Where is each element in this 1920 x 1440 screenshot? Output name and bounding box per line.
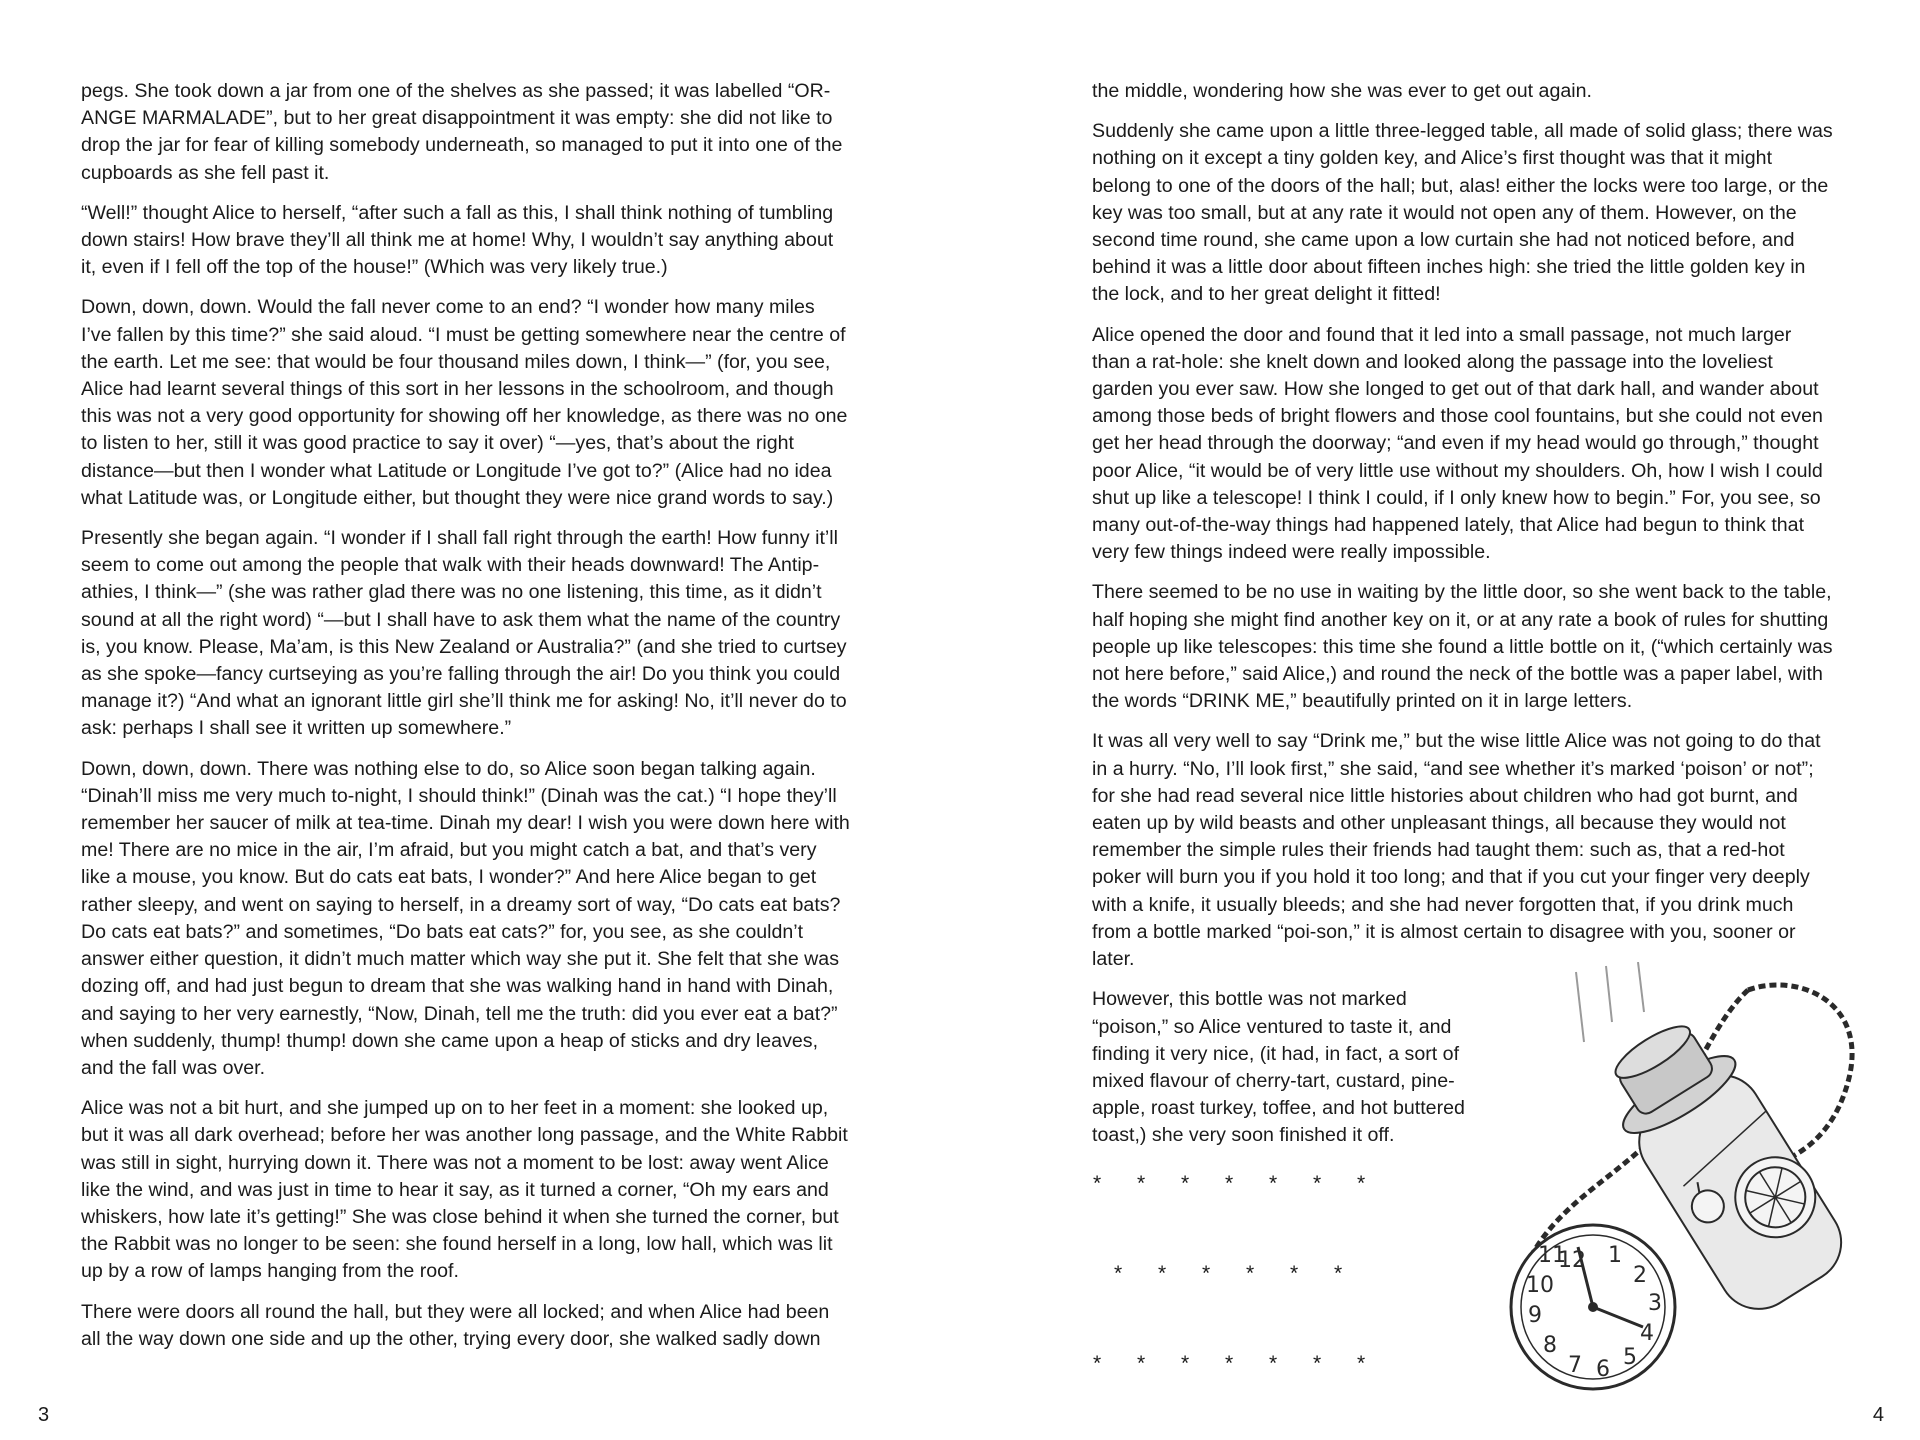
paragraph: Suddenly she came upon a little three-legged table, all made of solid glass; there was nothing on it except a tiny golden key, and Alice’s first thought was that it might belong to one of the doors of the hall; but, alas! either the locks were too large, or the key was too small, but at any rate it would not open any of them. However, on the second time round, she came upon a low curtain she had not noticed before, and behind it was a little door about fifteen inches high: she tried the little golden key in the lock, and to her great delight it fitted! (1092, 120, 1833, 306)
svg-text:4: 4 (1640, 1321, 1654, 1346)
star: * (1158, 1262, 1167, 1285)
star: * (1181, 1172, 1190, 1195)
paragraph: There were doors all round the hall, but they were all locked; and when Alice had been all the way down one side and up the other, trying every door, she walked sadly down (81, 1300, 830, 1350)
svg-text:8: 8 (1543, 1333, 1557, 1358)
star: * (1246, 1262, 1255, 1285)
svg-text:2: 2 (1633, 1263, 1647, 1288)
paragraph: Alice was not a bit hurt, and she jumped up on to her feet in a moment: she looked up, but it was all dark overhead; before her was another long passage, and the White Rabbit was still in sight, hurrying down it. There was not a moment to be lost: away went Alice like the wind, and was just in time to hear it say, as it turned a corner, “Oh my ears and whiskers, how late it’s getting!” She was close behind it when she turned the corner, but the Rabbit was no longer to be seen: she found herself in a long, low hall, which was lit up by a row of lamps hanging from the roof. (81, 1097, 848, 1283)
svg-text:11: 11 (1538, 1243, 1566, 1268)
svg-text:6: 6 (1596, 1357, 1610, 1382)
page-number: 4 (1872, 1404, 1884, 1426)
left-text-column (81, 78, 850, 1366)
star: * (1114, 1262, 1123, 1285)
star: * (1093, 1172, 1102, 1195)
star: * (1137, 1352, 1146, 1375)
paragraph: Alice opened the door and found that it led into a small passage, not much larger than a rat-hole: she knelt down and looked along the passage into the loveliest garden you ever saw. How she longed to get out of that dark hall, and wander about among those beds of bright flowers and those cool fountains, but she could not even get her head through the doorway; “and even if my head would go through,” thought poor Alice, “it would be of very little use without my shoulders. Oh, how I wish I could shut up like a telescope! I think I could, if I only knew how to begin.” For, you see, so many out-of-the-way things had happened lately, that Alice had begun to think that very few things indeed were really impossible. (1092, 323, 1823, 564)
page-number: 3 (38, 1404, 50, 1426)
paragraph: the middle, wondering how she was ever to get out again. (1092, 80, 1592, 102)
svg-text:12: 12 (1558, 1248, 1586, 1273)
paragraph: There seemed to be no use in waiting by the little door, so she went back to the table, half hoping she might find another key on it, or at any rate a book of rules for shutting people up like telescopes: this time she found a little bottle on it, (“which certainly was not here before,” said Alice,) and round the neck of the bottle was a paper label, with the words “DRINK ME,” beautifully printed on it in large letters. (1092, 581, 1833, 713)
star: * (1313, 1352, 1322, 1375)
paragraph: However, this bottle was not marked “poison,” so Alice ventured to taste it, and finding it very nice, (it had, in fact, a sort of mixed flavour of cherry-tart, custard, pine-apple, roast turkey, toffee, and hot buttered toast,) she very soon finished it off. (1092, 988, 1465, 1147)
star: * (1357, 1352, 1366, 1375)
star: * (1334, 1262, 1343, 1285)
star: * (1225, 1172, 1234, 1195)
paragraph: Down, down, down. There was nothing else to do, so Alice soon began talking again. “Dinah’ll miss me very much to-night, I should think!” (Dinah was the cat.) “I hope they’ll remember her saucer of milk at tea-time. Dinah my dear! I wish you were down here with me! There are no mice in the air, I’m afraid, but you might catch a bat, and that’s very like a mouse, you know. But do cats eat bats, I wonder?” And here Alice began to get rather sleepy, and went on saying to herself, in a dreamy sort of way, “Do cats eat bats? Do cats eat bats?” and sometimes, “Do bats eat cats?” for, you see, as she couldn’t answer either question, it didn’t much matter which way she put it. She felt that she was dozing off, and had just begun to dream that she was walking hand in hand with Dinah, and saying to her very earnestly, “Now, Dinah, tell me the truth: did you ever eat a bat?” when suddenly, thump! thump! down she came upon a heap of sticks and dry leaves, and the fall was over. (81, 757, 850, 1079)
star: * (1313, 1172, 1322, 1195)
motion-line (1606, 966, 1612, 1022)
star: * (1357, 1172, 1366, 1195)
pocket-watch (1511, 1225, 1675, 1389)
svg-text:3: 3 (1648, 1291, 1662, 1316)
star: * (1093, 1352, 1102, 1375)
paragraph: Down, down, down. Would the fall never come to an end? “I wonder how many miles I’ve fallen by this time?” she said aloud. “I must be getting somewhere near the centre of the earth. Let me see: that would be four thousand miles down, I think—” (for, you see, Alice had learnt several things of this sort in her lessons in the schoolroom, and though this was not a very good opportunity for showing off her knowledge, as there was no one to listen to her, still it was good practice to say it over) “—yes, that’s about the right distance—but then I wonder what Latitude or Longitude I’ve got to?” (Alice had no idea what Latitude was, or Longitude either, but thought they were nice grand words to say.) (81, 296, 848, 509)
svg-text:9: 9 (1528, 1303, 1542, 1328)
star: * (1181, 1352, 1190, 1375)
star: * (1269, 1172, 1278, 1195)
paragraph: It was all very well to say “Drink me,” but the wise little Alice was not going to do that in a hurry. “No, I’ll look first,” she said, “and see whether it’s marked ‘poison’ or not”; for she had read several nice little histories about children who had got burnt, and eaten up by wild beasts and other unpleasant things, all because they would not remember the simple rules their friends had taught them: such as, that a red-hot poker will burn you if you hold it too long; and that if you cut your finger very deeply with a knife, it usually bleeds; and she had never forgotten that, if you drink much from a bottle marked “poi-son,” it is almost certain to disagree with you, sooner or later. (1092, 730, 1821, 971)
motion-line (1638, 962, 1644, 1012)
star: * (1137, 1172, 1146, 1195)
bottle-and-pocket-watch-illustration-icon (1498, 962, 1878, 1402)
section-break-stars (1093, 1172, 1401, 1196)
section-break-stars (1114, 1262, 1378, 1286)
star: * (1202, 1262, 1211, 1285)
svg-text:7: 7 (1568, 1353, 1582, 1378)
star: * (1269, 1352, 1278, 1375)
paragraph: “Well!” thought Alice to herself, “after such a fall as this, I shall think nothing of tumbling down stairs! How brave they’ll all think me at home! Why, I wouldn’t say anything about it, even if I fell off the top of the house!” (Which was very likely true.) (81, 201, 834, 279)
svg-text:5: 5 (1623, 1345, 1637, 1370)
star: * (1290, 1262, 1299, 1285)
svg-text:10: 10 (1526, 1273, 1554, 1298)
motion-line (1576, 972, 1584, 1042)
star: * (1225, 1352, 1234, 1375)
svg-text:1: 1 (1608, 1243, 1622, 1268)
section-break-stars (1093, 1352, 1401, 1376)
paragraph: pegs. She took down a jar from one of the shelves as she passed; it was labelled “OR-ANGE MARMALADE”, but to her great disappointment it was empty: she did not like to drop the jar for fear of killing somebody underneath, so managed to put it into one of the cupboards as she fell past it. (81, 80, 843, 184)
paragraph: Presently she began again. “I wonder if I shall fall right through the earth! How funny it’ll seem to come out among the people that walk with their heads downward! The Antip-athies, I think—” (she was rather glad there was no one listening, this time, as it didn’t sound at all the right word) “—but I shall have to ask them what the name of the country is, you know. Please, Ma’am, is this New Zealand or Australia?” (and she tried to curtsey as she spoke—fancy curtseying as you’re falling through the air! Do you think you could manage it?) “And what an ignorant little girl she’ll think me for asking! No, it’ll never do to ask: perhaps I shall see it written up somewhere.” (81, 527, 847, 740)
